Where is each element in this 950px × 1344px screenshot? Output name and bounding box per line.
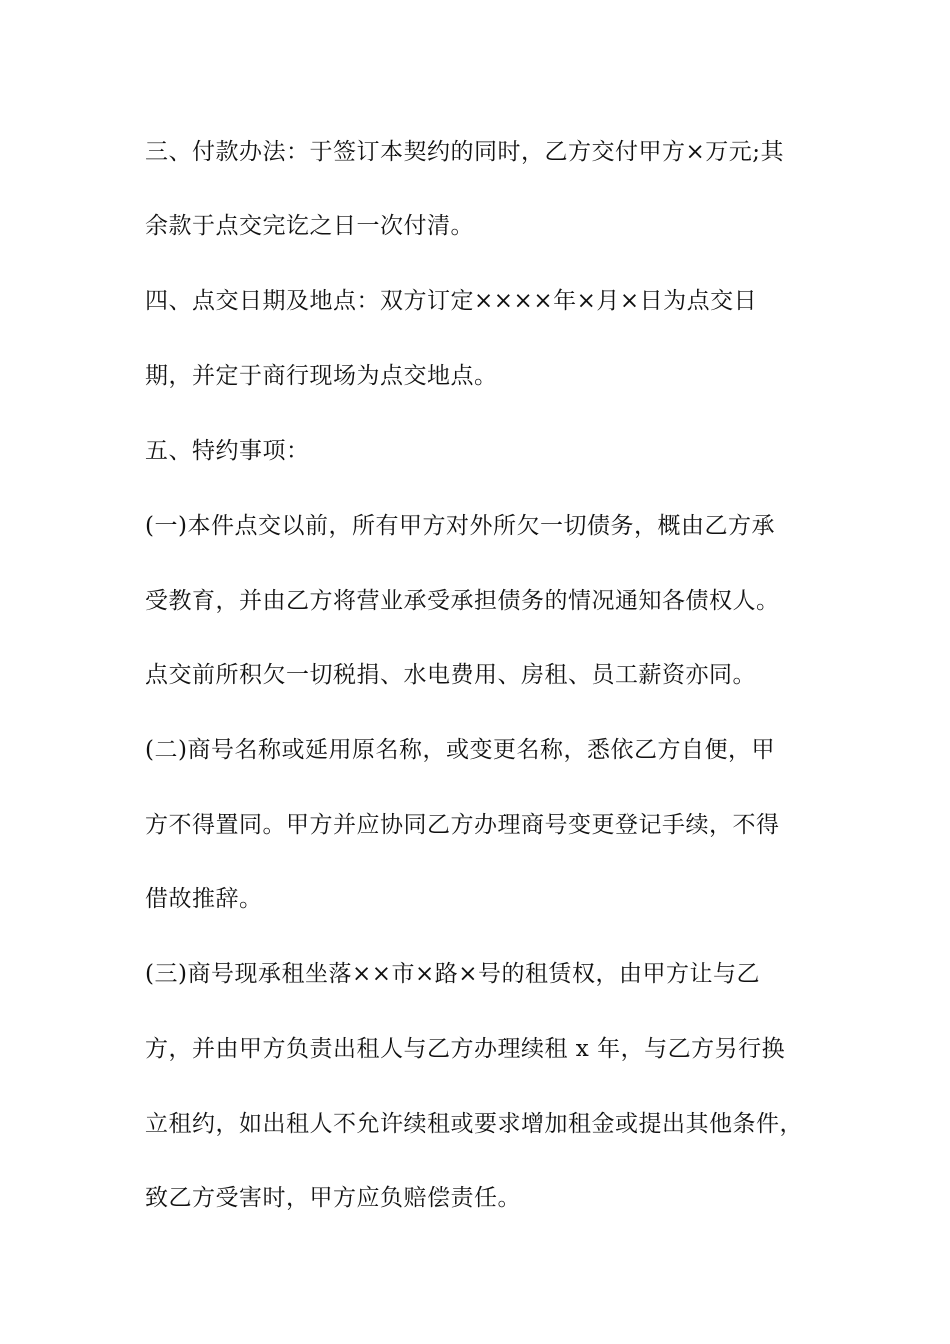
item-1-line-3: 点交前所积欠一切税捐、水电费用、房租、员工薪资亦同。: [145, 662, 756, 688]
item-1-line-2: 受教育，并由乙方将营业承受承担债务的情况通知各债权人。: [145, 588, 780, 614]
item-2-line-1: (二)商号名称或延用原名称，或变更名称，悉依乙方自便，甲: [145, 737, 775, 763]
item-1-line-1: (一)本件点交以前，所有甲方对外所欠一切债务，概由乙方承: [145, 513, 775, 539]
item-3-line-2: 方，并由甲方负责出租人与乙方办理续租 x 年，与乙方另行换: [145, 1036, 786, 1062]
clause-4-line-1: 四、点交日期及地点：双方订定××××年×月×日为点交日: [145, 288, 758, 314]
item-3-line-3: 立租约，如出租人不允许续租或要求增加租金或提出其他条件，: [145, 1111, 803, 1137]
item-2-line-2: 方不得置同。甲方并应协同乙方办理商号变更登记手续，不得: [145, 812, 780, 838]
clause-4-line-2: 期，并定于商行现场为点交地点。: [145, 363, 498, 389]
item-3-line-1: (三)商号现承租坐落××市×路×号的租赁权，由甲方让与乙: [145, 961, 761, 987]
clause-3-line-1: 三、付款办法：于签订本契约的同时，乙方交付甲方×万元;其: [145, 139, 785, 165]
item-2-line-3: 借故推辞。: [145, 886, 263, 912]
clause-5-heading: 五、特约事项：: [145, 438, 310, 464]
clause-3-line-2: 余款于点交完讫之日一次付清。: [145, 213, 474, 239]
item-3-line-4: 致乙方受害时，甲方应负赔偿责任。: [145, 1185, 521, 1211]
